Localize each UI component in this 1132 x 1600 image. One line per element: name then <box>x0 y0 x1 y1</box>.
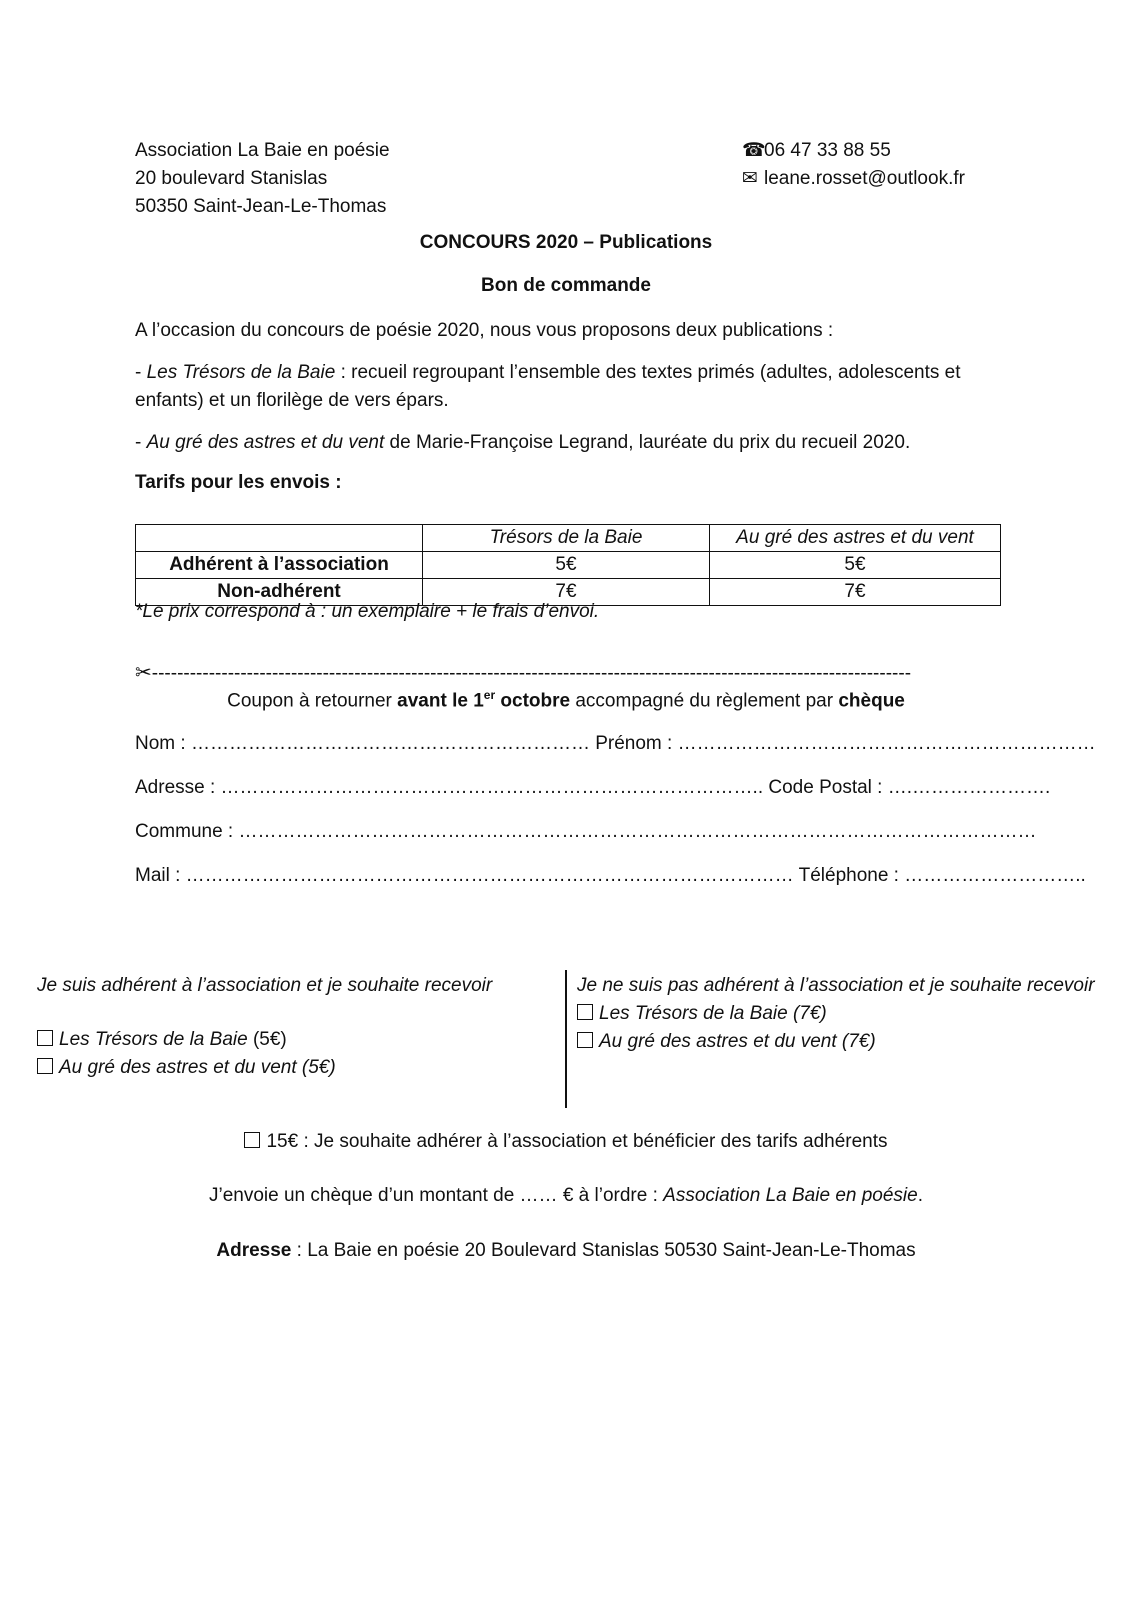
envelope-icon: ✉ <box>742 168 758 189</box>
checkbox-icon[interactable] <box>37 1058 53 1074</box>
price-note: *Le prix correspond à : un exemplaire + le frais d’envoi. <box>135 601 600 622</box>
phone-icon: ☎ <box>742 140 766 161</box>
table-header-cell: Au gré des astres et du vent <box>710 525 1001 552</box>
member-heading: Je suis adhérent à l’association et je souhaite recevoir <box>37 975 493 996</box>
city-address: 50350 Saint-Jean-Le-Thomas <box>135 196 387 217</box>
checkbox-icon[interactable] <box>244 1132 260 1148</box>
contact-field-row[interactable]: Mail : …………………………………………………………………………………… Téléphone : ……………………….. <box>135 865 1086 886</box>
cheque-line <box>0 1185 1132 1207</box>
phone-line <box>742 137 965 165</box>
item-prefix: - <box>135 432 147 453</box>
coupon-text: accompagné du règlement par <box>570 690 839 712</box>
page-title: CONCOURS 2020 – Publications <box>419 232 713 253</box>
return-address <box>0 1240 1132 1262</box>
join-option[interactable] <box>0 1131 1132 1153</box>
name-field-row[interactable]: Nom : ……………………………………………………… Prénom : ………………………………………………………… <box>135 733 1096 754</box>
table-header-row <box>136 525 1001 552</box>
coupon-text: Coupon à retourner <box>227 690 398 712</box>
address-label: Adresse <box>216 1240 292 1261</box>
option-label: Les Trésors de la Baie (7€) <box>599 1003 827 1024</box>
street-address: 20 boulevard Stanislas <box>135 168 328 189</box>
item-description: de Marie-Françoise Legrand, lauréate du prix du recueil 2020. <box>384 432 911 453</box>
commune-field-row[interactable]: Commune : ……………………………………………………………………………………………………………… <box>135 821 1037 842</box>
member-option-2[interactable] <box>37 1054 547 1082</box>
publication-item-1 <box>135 359 1005 415</box>
checkbox-icon[interactable] <box>37 1030 53 1046</box>
column-divider <box>565 970 567 1108</box>
item-title: Les Trésors de la Baie <box>146 362 336 383</box>
row-label: Non-adhérent <box>136 579 423 606</box>
item-prefix: - <box>135 362 147 383</box>
option-title: Les Trésors de la Baie <box>59 1029 248 1050</box>
table-row <box>136 552 1001 579</box>
phone-number: 06 47 33 88 55 <box>764 140 891 161</box>
coupon-deadline: avant le 1 <box>397 690 484 712</box>
item-title: Au gré des astres et du vent <box>146 432 385 453</box>
scissors-icon: ✂ <box>135 662 152 684</box>
dashed-line: ------------------------------------------------------------------------------------------------------------------------ <box>151 663 912 684</box>
sender-address <box>135 137 390 221</box>
publication-item-2 <box>135 429 1005 457</box>
page-subtitle: Bon de commande <box>481 275 651 296</box>
option-label: Au gré des astres et du vent (7€) <box>599 1031 876 1052</box>
address-field-row[interactable]: Adresse : ………………………………………………………………………….. Code Postal : ….…………………. <box>135 777 1051 798</box>
member-options <box>37 972 547 1082</box>
option-label: Au gré des astres et du vent (5€) <box>59 1057 336 1078</box>
coupon-sup: er <box>483 688 496 702</box>
table-cell: 5€ <box>423 552 710 579</box>
item-description: : recueil regroupant l’ensemble des textes primés (adultes, adolescents et enfants) et un florilège de vers épars. <box>135 362 961 411</box>
email-address[interactable]: leane.rosset@outlook.fr <box>764 168 965 189</box>
address-text: : La Baie en poésie 20 Boulevard Stanislas 50530 Saint-Jean-Le-Thomas <box>291 1240 916 1261</box>
option-price: (5€) <box>247 1029 287 1050</box>
table-header-cell: Trésors de la Baie <box>423 525 710 552</box>
nonmember-heading: Je ne suis pas adhérent à l’association et je souhaite recevoir <box>577 975 1095 996</box>
association-name: Association La Baie en poésie <box>135 140 390 161</box>
checkbox-icon[interactable] <box>577 1004 593 1020</box>
cut-line <box>135 660 1005 685</box>
nonmember-option-1[interactable] <box>577 1000 1097 1028</box>
intro-text: A l’occasion du concours de poésie 2020, nous vous proposons deux publications : <box>135 320 834 341</box>
table-header-cell <box>136 525 423 552</box>
cheque-end: . <box>917 1185 923 1206</box>
tarifs-heading: Tarifs pour les envois : <box>135 472 342 493</box>
join-label: 15€ : Je souhaite adhérer à l’association et bénéficier des tarifs adhérents <box>266 1131 888 1152</box>
table-cell: 7€ <box>423 579 710 606</box>
email-line <box>742 165 965 193</box>
row-label: Adhérent à l’association <box>136 552 423 579</box>
table-cell: 7€ <box>710 579 1001 606</box>
nonmember-option-2[interactable] <box>577 1028 1097 1056</box>
cheque-text: J’envoie un chèque d’un montant de …… € à l’ordre : <box>208 1185 664 1206</box>
contact-block <box>742 137 965 193</box>
cheque-payee: Association La Baie en poésie <box>663 1185 918 1206</box>
table-cell: 5€ <box>710 552 1001 579</box>
price-table <box>135 524 1001 606</box>
coupon-instructions <box>0 688 1132 712</box>
checkbox-icon[interactable] <box>577 1032 593 1048</box>
nonmember-options <box>577 972 1097 1056</box>
coupon-payment: chèque <box>838 690 905 712</box>
coupon-month: octobre <box>495 690 571 712</box>
member-option-1[interactable] <box>37 1026 547 1054</box>
